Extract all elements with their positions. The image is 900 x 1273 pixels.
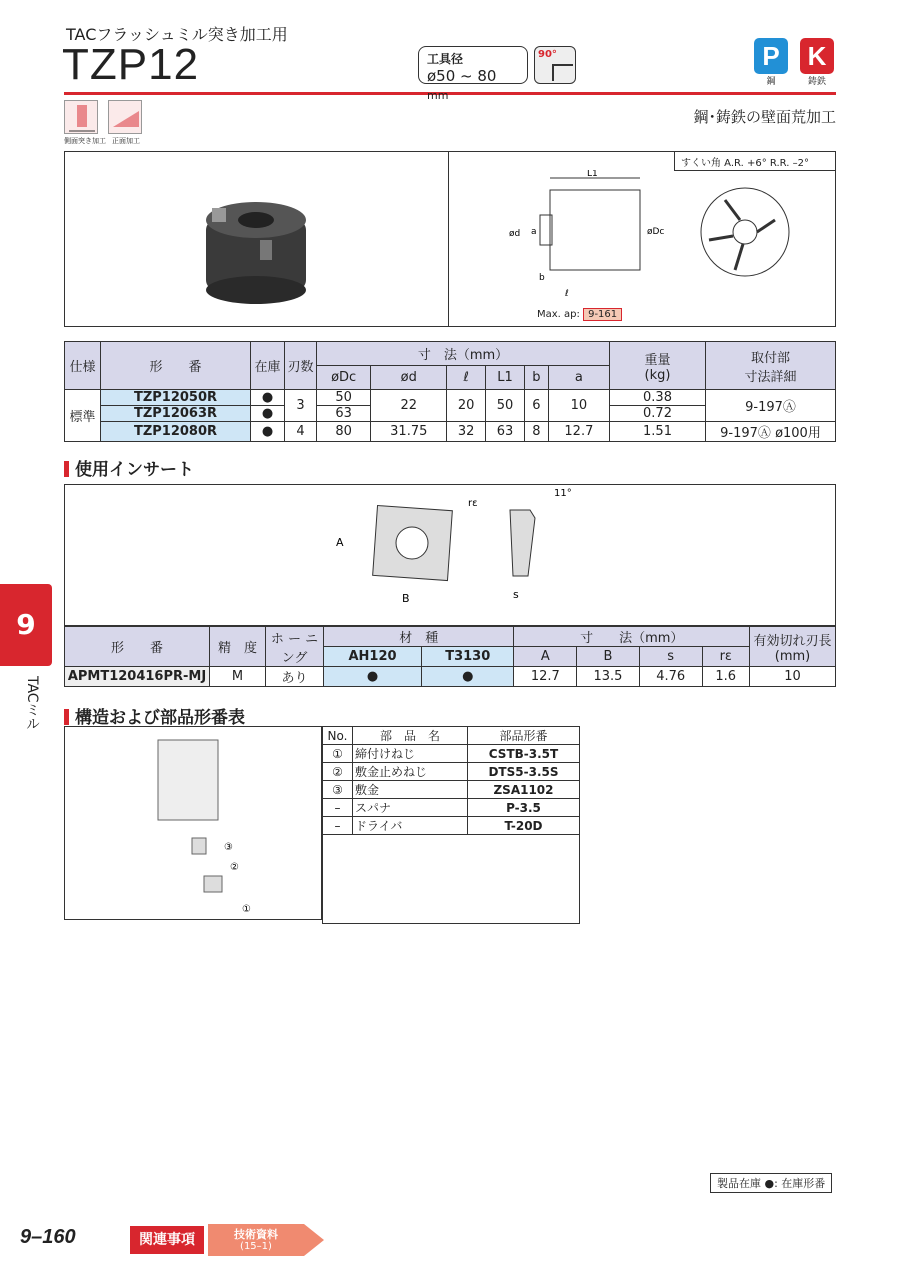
parts-table: No. 部 品 名 部品形番 ① 締付けねじ CSTB-3.5T ② 敷金止めねじ DTS5-3.5S ③ 敷金 ZSA1102 – スパナ P-3.5 – ドライバ T-20D <box>322 726 580 924</box>
side-milling-icon <box>64 100 98 134</box>
usage-text: 鋼･鋳鉄の壁面荒加工 <box>693 108 836 126</box>
dim-l: ℓ <box>565 289 569 299</box>
material-k-label: 鋳鉄 <box>807 77 826 87</box>
col-dims: 寸 法（mm） <box>317 342 610 366</box>
face-milling-icon <box>108 100 142 134</box>
page-title: TZP12 <box>62 40 200 89</box>
image-divider <box>448 151 449 327</box>
insert-drawing <box>330 488 590 618</box>
table-row: – ドライバ T-20D <box>323 817 580 835</box>
cutter-end-view <box>695 180 805 290</box>
stock-legend: 製品在庫 ●: 在庫形番 <box>710 1173 832 1193</box>
col-teeth: 刃数 <box>285 342 317 390</box>
angle-label: 90° <box>538 49 557 60</box>
cutter-photo <box>190 180 320 310</box>
std-label: 標準 <box>65 390 101 442</box>
tech-ref-button[interactable]: 技術資料 (15–1) <box>208 1224 326 1256</box>
col-model: 形 番 <box>101 342 251 390</box>
rake-angle-label: すくい角 A.R. +6° R.R. –2° <box>674 151 836 171</box>
col-a: a <box>548 366 609 390</box>
max-ap: Max. ap: 9-161 <box>537 308 622 321</box>
table-row: APMT120416PR-MJ M あり ● ● 12.7 13.5 4.76 1.6 10 <box>65 667 836 687</box>
col-d: ød <box>371 366 447 390</box>
col-L1: L1 <box>486 366 525 390</box>
dim-L1: L1 <box>587 170 598 179</box>
table-row: ① 締付けねじ CSTB-3.5T <box>323 745 580 763</box>
maxap-ref[interactable]: 9-161 <box>583 308 622 321</box>
material-p-badge: P <box>754 38 788 74</box>
col-l: ℓ <box>447 366 486 390</box>
col-stock: 在庫 <box>251 342 285 390</box>
table-row: TZP12080R ● 4 80 31.75 32 63 8 12.7 1.51 9-197Ⓐ ø100用 <box>65 422 836 442</box>
face-milling-label: 正面加工 <box>112 137 140 145</box>
table-row: 標準 TZP12050R ● 3 50 22 20 50 6 10 0.38 9-197Ⓐ <box>65 390 836 406</box>
col-mount: 取付部 寸法詳細 <box>706 342 836 390</box>
table-row: ② 敷金止めねじ DTS5-3.5S <box>323 763 580 781</box>
chapter-number: 9 <box>0 584 52 666</box>
tool-diameter-box <box>418 46 528 102</box>
dim-od: ød <box>509 229 521 239</box>
svg-text:①: ① <box>242 904 251 915</box>
ins-B: B <box>402 592 410 605</box>
diameter-label: 工具径 <box>427 52 464 66</box>
svg-text:②: ② <box>230 862 239 873</box>
col-b: b <box>524 366 548 390</box>
spec-table <box>64 341 836 442</box>
col-weight: 重量 (kg) <box>610 342 706 390</box>
diameter-range: ø50 ~ 80 mm <box>427 67 497 102</box>
parts-heading: 構造および部品形番表 <box>64 703 245 728</box>
material-p-label: 鋼 <box>766 77 776 87</box>
related-button[interactable]: 関連事項 <box>130 1226 204 1254</box>
angle-icon <box>534 46 576 84</box>
tool-dimension-drawing <box>505 170 685 310</box>
ins-angle: 11° <box>554 488 572 499</box>
table-row: ③ 敷金 ZSA1102 <box>323 781 580 799</box>
dim-b: b <box>539 273 545 283</box>
exploded-view <box>150 730 270 916</box>
col-spec: 仕様 <box>65 342 101 390</box>
svg-text:③: ③ <box>224 842 233 853</box>
material-k-badge: K <box>800 38 834 74</box>
page-number: 9–160 <box>20 1226 76 1248</box>
col-Dc: øDc <box>317 366 371 390</box>
ins-s: s <box>513 588 519 601</box>
side-milling-label: 側面突き加工 <box>64 137 106 145</box>
ins-A: A <box>336 536 344 549</box>
table-row: TZP12063R ● 63 0.72 <box>65 406 836 422</box>
chapter-label: TACミル <box>24 676 40 731</box>
subtitle: TACフラッシュミル突き加工用 <box>66 25 288 44</box>
ins-re: rε <box>468 498 478 509</box>
table-row: – スパナ P-3.5 <box>323 799 580 817</box>
insert-heading: 使用インサート <box>64 455 194 480</box>
insert-table: 形 番 精 度 ホ ー ニング 材 種 寸 法（mm） 有効切れ刃長 (mm) AH120 T3130 A B s rε APMT120416PR-MJ M あり ● ● 12.7 13.5 4.76 1.6 10 <box>64 626 836 687</box>
dim-oDc: øDc <box>647 227 665 237</box>
dim-a: a <box>531 227 537 237</box>
